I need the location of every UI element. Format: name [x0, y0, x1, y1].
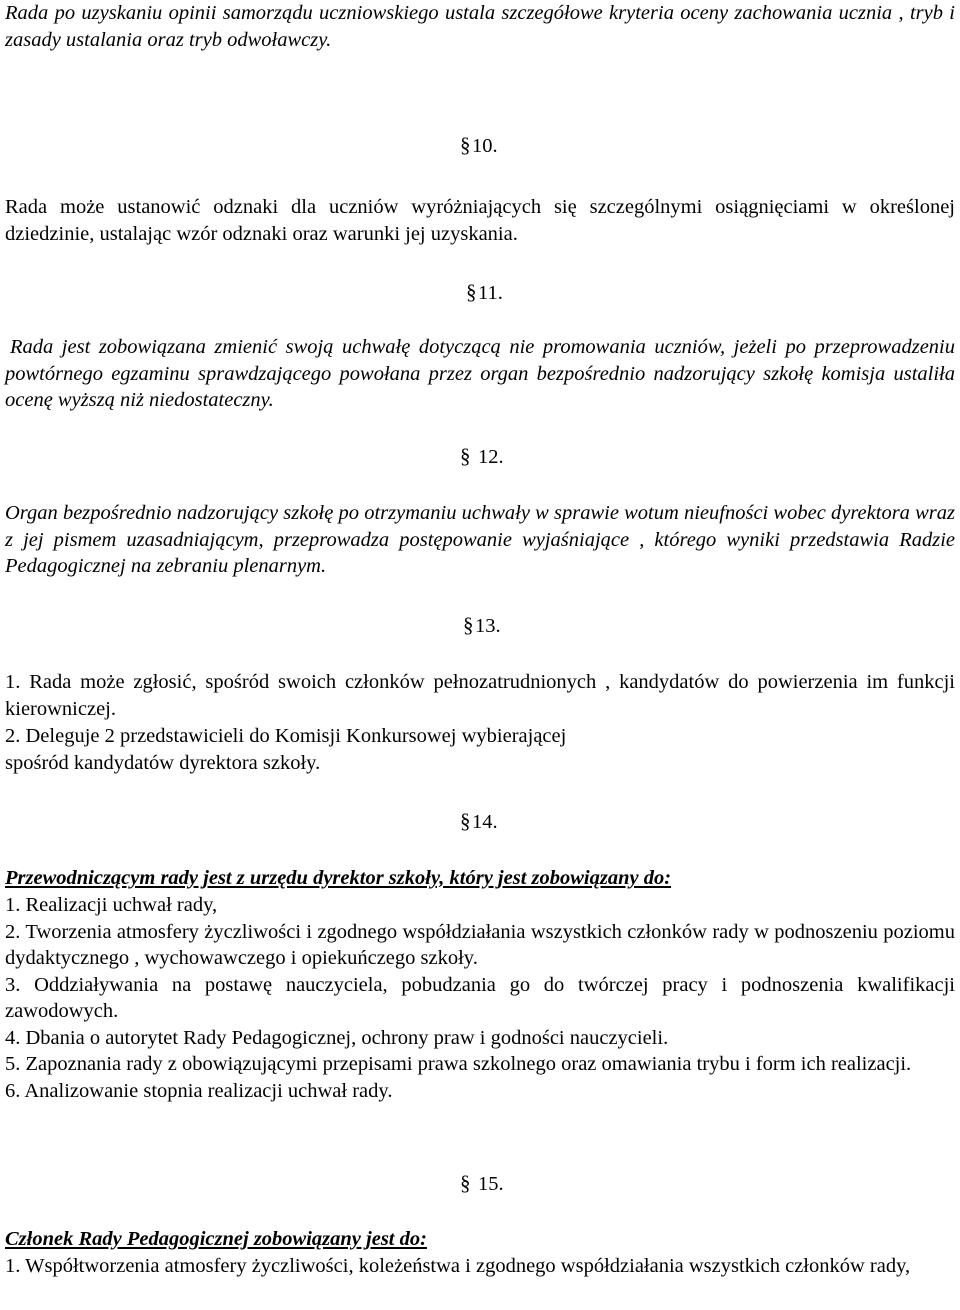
section-sign-icon	[463, 615, 473, 635]
section-10-text: Rada może ustanowić odznaki dla uczniów wyróżniających się szczególnymi osiągnięciami w określonej dziedzinie, ustalając wzór odznaki oraz warunki jej uzyskania.	[5, 196, 955, 245]
section-sign-icon	[460, 446, 470, 466]
section-11-heading: § 11.	[466, 282, 503, 304]
section-13-heading: § 13.	[463, 615, 501, 637]
svg-text:§: §	[460, 1173, 470, 1195]
svg-text:§: §	[463, 615, 473, 637]
section-14-list	[5, 892, 955, 1104]
svg-text:§: §	[460, 446, 470, 468]
section-13-item-2: 2. Deleguje 2 przedstawicieli do Komisji Konkursowej wybierającej spośród kandydatów dyrektora szkoły.	[5, 725, 567, 774]
svg-text:§: §	[460, 135, 470, 157]
section-15-heading: § 15.	[460, 1173, 504, 1195]
section-11-text: Rada jest zobowiązana zmienić swoją uchwałę dotyczącą nie promowania uczniów, jeżeli po przeprowadzeniu powtórnego egzaminu sprawdzającego powołana przez organ bezpośrednio nadzorujący szkołę komisja ustaliła ocenę wyższą niż niedostateczny.	[5, 336, 955, 411]
list-item: 1. Realizacji uchwał rady,	[5, 894, 218, 916]
section-15-lead: Członek Rady Pedagogicznej zobowiązany jest do:	[5, 1228, 427, 1250]
list-item: 2. Tworzenia atmosfery życzliwości i zgodnego współdziałania wszystkich członków rady w podnoszeniu poziomu dydaktycznego , wychowawczego i opiekuńczego szkoły.	[5, 920, 955, 969]
section-15-item-1: 1. Współtworzenia atmosfery życzliwości, koleżeństwa i zgodnego współdziałania wszystkich członków rady,	[5, 1255, 911, 1277]
list-item: 3. Oddziaływania na postawę nauczyciela, pobudzania go do twórczej pracy i podnoszenia kwalifikacji zawodowych.	[5, 973, 955, 1022]
section-sign-icon	[466, 282, 476, 302]
section-sign-icon	[460, 135, 470, 155]
section-14-heading: § 14.	[460, 811, 498, 833]
svg-text:§: §	[460, 811, 470, 833]
section-14-lead: Przewodniczącym rady jest z urzędu dyrektor szkoły, który jest zobowiązany do:	[5, 867, 672, 889]
list-item: 4. Dbania o autorytet Rady Pedagogicznej, ochrony praw i godności nauczycieli.	[5, 1026, 669, 1049]
section-sign-icon	[460, 811, 470, 831]
section-13-item-1: 1. Rada może zgłosić, spośród swoich członków pełnozatrudnionych , kandydatów do powierzenia im funkcji kierowniczej.	[5, 671, 955, 720]
section-sign-icon	[460, 1173, 470, 1193]
list-item: 5. Zapoznania rady z obowiązującymi przepisami prawa szkolnego oraz omawiania trybu i form ich realizacji.	[5, 1053, 912, 1075]
section-10-heading: § 10.	[460, 135, 498, 157]
section-12-text: Organ bezpośrednio nadzorujący szkołę po otrzymaniu uchwały w sprawie wotum nieufności wobec dyrektora wraz z jej pismem uzasadniającym, przeprowadza postępowanie wyjaśniające , którego wyniki przedstawia Radzie Pedagogicznej na zebraniu plenarnym.	[5, 502, 955, 577]
svg-text:§: §	[466, 282, 476, 304]
list-item: 6. Analizowanie stopnia realizacji uchwał rady.	[5, 1079, 393, 1102]
section-12-heading: § 12.	[460, 446, 504, 468]
intro-paragraph: Rada po uzyskaniu opinii samorządu uczniowskiego ustala szczegółowe kryteria oceny zachowania ucznia , tryb i zasady ustalania oraz tryb odwoławczy.	[5, 2, 955, 51]
